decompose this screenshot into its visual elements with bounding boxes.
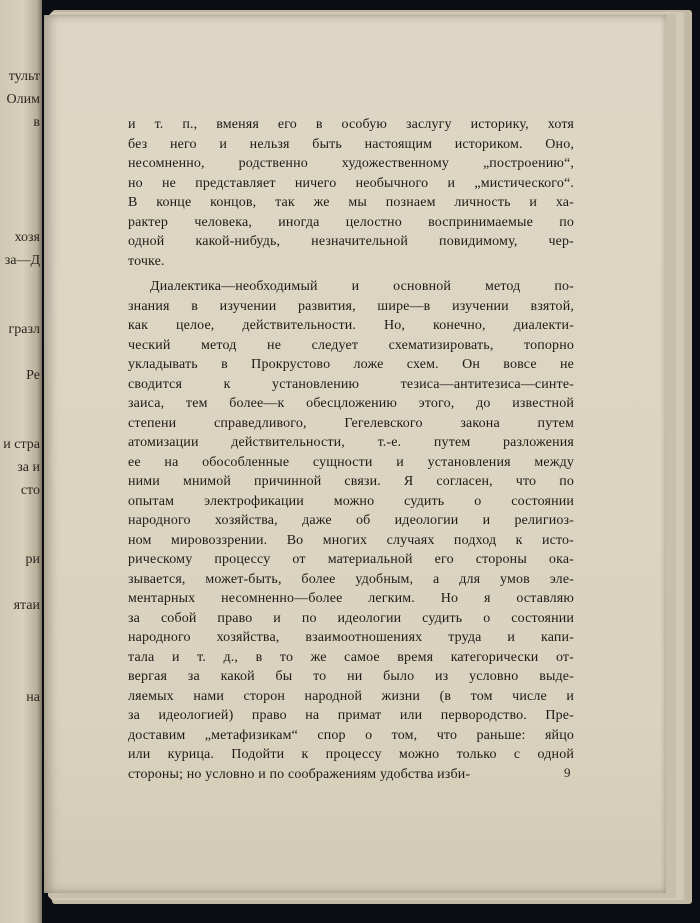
text-line: В конце концов, так же мы познаем личность и ха- xyxy=(128,195,574,210)
text-line: рическому процессу от материальной его стороны ока- xyxy=(128,552,574,567)
text-line: опытам электрофикации можно судить о состоянии xyxy=(128,493,574,509)
text-line: за идеологией) право на примат или первородство. Пре- xyxy=(128,708,574,723)
left-page-fragment: Ре xyxy=(26,369,40,383)
left-page-fragment: Олим xyxy=(6,93,40,107)
left-page-fragment xyxy=(0,622,40,636)
page-text xyxy=(128,115,574,784)
left-page-fragment: ятаи xyxy=(13,599,40,613)
text-line: одной какой-нибудь, незначительной повидимому, чер- xyxy=(128,234,574,249)
left-page-fragment: хозя xyxy=(14,231,40,245)
left-page-fragment xyxy=(0,208,40,222)
text-line: заиса, тем более—к обесцложению этого, до известной xyxy=(128,396,574,411)
left-page-fragment: гразл xyxy=(8,323,40,337)
left-page-fragment xyxy=(0,668,40,682)
text-line: ее на обособленные сущности и установления между xyxy=(128,454,574,470)
text-line: атомизации действительности, т.-е. путем разложения xyxy=(128,435,574,450)
text-line: ментарных несомненно—более легким. Но я оставляю xyxy=(128,591,574,606)
text-line: рактер человека, иногда целостно воспринимаемые по xyxy=(128,214,574,230)
left-page-fragment xyxy=(0,530,40,544)
paragraph-1 xyxy=(128,115,574,271)
text-line: и т. п., вменяя его в особую заслугу историку, хотя xyxy=(128,117,574,132)
text-line: народного хозяйства, взаимоотношениях труда и капи- xyxy=(128,630,574,645)
text-line: доставим „метафизикам“ спор о том, что раньше: яйцо xyxy=(128,727,574,743)
left-page-fragment xyxy=(0,300,40,314)
text-line: сводится к установлению тезиса—антитезиса—синте- xyxy=(128,376,574,392)
book-page xyxy=(44,15,666,893)
text-line: Диалектика—необходимый и основной метод по- xyxy=(150,279,574,294)
text-line: ческий метод не следует схематизировать, топорно xyxy=(128,337,574,353)
text-line: ними мнимой причинной связи. Я согласен, что по xyxy=(128,474,574,489)
left-page-fragment: на xyxy=(26,691,40,705)
left-page-fragment: за и xyxy=(17,461,40,475)
left-page-fragment xyxy=(0,392,40,406)
left-page-fragment xyxy=(0,576,40,590)
text-line: степени справедливого, Гегелевского закона путем xyxy=(128,415,574,431)
left-page-fragment xyxy=(0,346,40,360)
text-line: тала и т. д., в то же самое время категорически от- xyxy=(128,649,574,665)
text-line: но не представляет ничего необычного и „мистического“. xyxy=(128,175,574,191)
text-line: как целое, действительности. Но, конечно, диалекти- xyxy=(128,318,574,333)
left-page-fragment xyxy=(0,645,40,659)
text-line: ном мировоззрении. Во многих случаях подход к исто- xyxy=(128,532,574,548)
text-line: ляемых нами сторон народной жизни (в том числе и xyxy=(128,688,574,704)
left-page-fragment xyxy=(0,139,40,153)
left-page-fragment xyxy=(0,162,40,176)
left-page-fragment: ри xyxy=(25,553,40,567)
left-page-fragment: и стра xyxy=(3,438,40,452)
left-page-fragment xyxy=(0,507,40,521)
text-line: или курица. Подойти к процессу можно только с одной xyxy=(128,747,574,762)
text-line: за собой право и по идеологии судить о состоянии xyxy=(128,610,574,626)
left-page-fragment xyxy=(0,185,40,199)
left-page-fragment: за—Д xyxy=(4,254,40,268)
left-page-fragment xyxy=(0,277,40,291)
text-line: знания в изучении развития, шире—в изучении взятой, xyxy=(128,298,574,314)
left-page-fragment: сто xyxy=(20,484,40,498)
text-line: стороны; но условно и по соображениям удобства изби- xyxy=(128,766,471,782)
text-line: точке. xyxy=(128,253,165,269)
left-page-fragment: тульт xyxy=(8,70,40,84)
text-line: зывается, может-быть, более удобным, а для умов эле- xyxy=(128,571,574,587)
paragraph-2 xyxy=(128,277,574,784)
left-page-edge xyxy=(0,0,42,923)
text-line: вергая за какой бы то ни было из условно выде- xyxy=(128,669,574,684)
left-page-fragment: в xyxy=(33,116,40,130)
text-line: без него и нельзя быть настоящим историком. Оно, xyxy=(128,136,574,152)
text-line: народного хозяйства, даже об идеологии и религиоз- xyxy=(128,513,574,528)
left-page-fragment xyxy=(0,415,40,429)
text-line: несомненно, родственно художественному „построению“, xyxy=(128,156,574,171)
page-number: 9 xyxy=(564,765,571,780)
text-line: укладывать в Прокрустово ложе схем. Он вовсе не xyxy=(128,357,574,372)
